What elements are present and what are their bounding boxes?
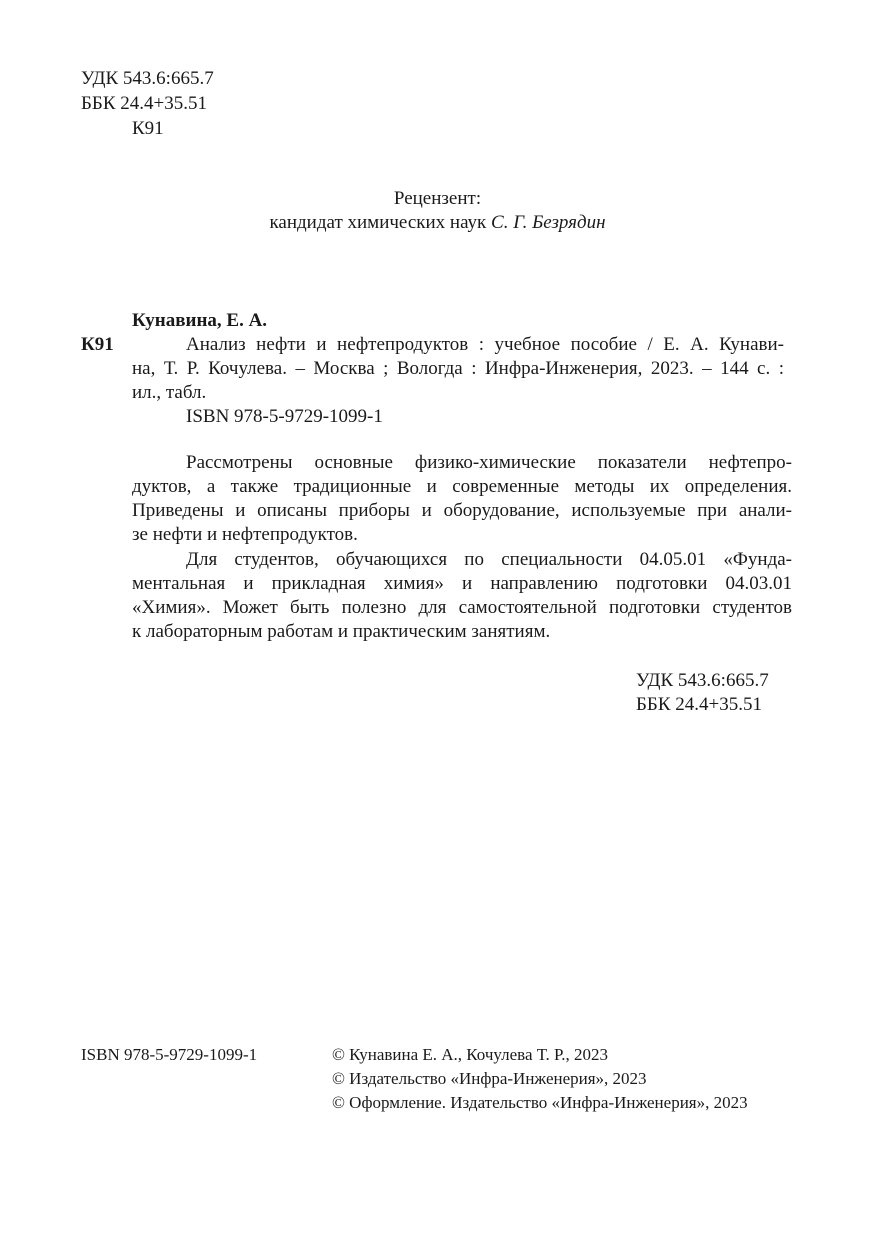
abstract-line: к лабораторным работам и практическим занятиям. [132, 621, 551, 642]
abstract-line: Рассмотрены основные физико-химические показатели нефтепро- [186, 452, 792, 473]
abstract-line: Приведены и описаны приборы и оборудование, используемые при анали- [132, 500, 792, 521]
copyright-line: © Оформление. Издательство «Инфра-Инженерия», 2023 [332, 1093, 748, 1112]
bbk-code: ББК 24.4+35.51 [81, 93, 207, 114]
udk-code: УДК 543.6:665.7 [81, 68, 214, 89]
footer-isbn: ISBN 978-5-9729-1099-1 [81, 1045, 258, 1064]
bib-line: Анализ нефти и нефтепродуктов : учебное пособие / Е. А. Кунави- [186, 334, 784, 355]
bbk-code-bottom: ББК 24.4+35.51 [636, 694, 762, 715]
author-mark: К91 [132, 118, 164, 139]
reviewer-line [0, 211, 875, 235]
udk-code-bottom: УДК 543.6:665.7 [636, 670, 769, 691]
bib-author-mark: К91 [81, 334, 114, 355]
bib-line: ил., табл. [132, 382, 207, 403]
copyright-line: © Издательство «Инфра-Инженерия», 2023 [332, 1069, 647, 1088]
reviewer-name: С. Г. Безрядин [491, 212, 606, 233]
copyright-line: © Кунавина Е. А., Кочулева Т. Р., 2023 [332, 1045, 609, 1064]
bib-isbn: ISBN 978-5-9729-1099-1 [186, 406, 383, 427]
abstract-line: зе нефти и нефтепродуктов. [132, 524, 358, 545]
abstract-line: «Химия». Может быть полезно для самостоятельной подготовки студентов [132, 597, 792, 618]
abstract-line: Для студентов, обучающихся по специальности 04.05.01 «Фунда- [186, 549, 792, 570]
bib-line: на, Т. Р. Кочулева. – Москва ; Вологда : Инфра-Инженерия, 2023. – 144 с. : [132, 358, 784, 379]
abstract-line: ментальная и прикладная химия» и направлению подготовки 04.03.01 [132, 573, 792, 594]
reviewer-title: кандидат химических наук [269, 212, 492, 233]
reviewer-label: Рецензент: [393, 188, 482, 209]
abstract-line: дуктов, а также традиционные и современные методы их определения. [132, 476, 792, 497]
author-heading: Кунавина, Е. А. [132, 310, 268, 331]
